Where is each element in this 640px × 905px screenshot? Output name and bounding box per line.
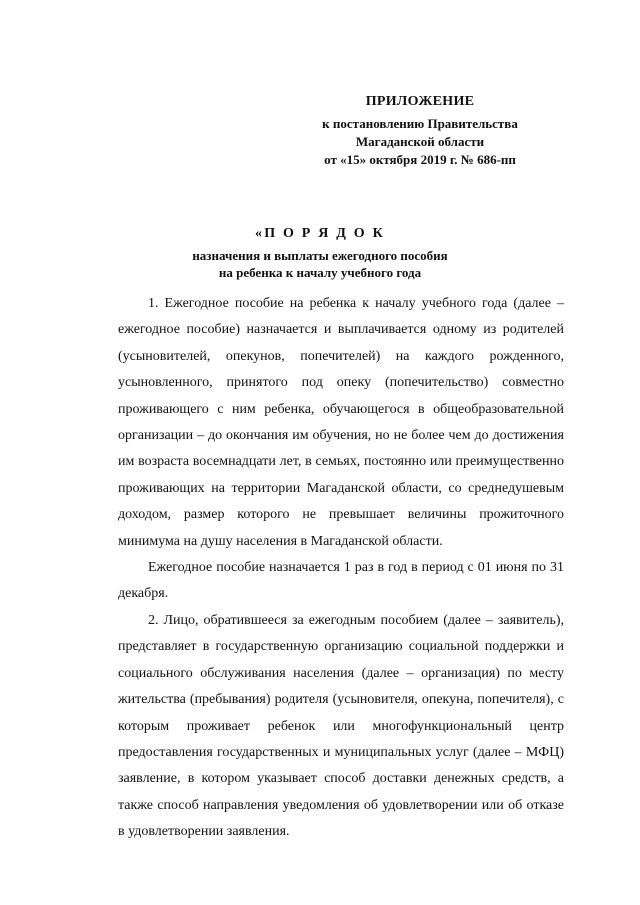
document-heading [0,226,640,281]
paragraph-1: 1. Ежегодное пособие на ребенка к началу учебного года (далее – ежегодное пособие) назначается и выплачивается одному из родителей (усыновителей, опекунов, попечителей) на каждого рожденного, усыновленного, принятого под опеку (попечительство) совместно проживающего с ним ребенка, обучающегося в общеобразовательной организации – до окончания им обучения, но не более чем до достижения им возраста восемнадцати лет, в семьях, постоянно или преимущественно проживающих на территории Магаданской области, со среднедушевым доходом, размер которого не превышает величины прожиточного минимума на душу населения в Магаданской области. [118,296,564,549]
paragraph-2: Ежегодное пособие назначается 1 раз в год в период с 01 июня по 31 декабря. [118,560,564,602]
heading-subtitle-line2: на ребенка к началу учебного года [218,265,422,280]
appendix-line-date: от «15» октября 2019 г. № 686-пп [324,152,516,167]
heading-subtitle-line1: назначения и выплаты ежегодного пособия [192,248,448,263]
heading-title: «П О Р Я Д О К [255,226,385,241]
appendix-line-region: Магаданской области [355,134,485,149]
paragraph-3: 2. Лицо, обратившееся за ежегодным пособием (далее – заявитель), представляет в государственную организацию социальной поддержки и социального обслуживания населения (далее – организация) по месту жительства (пребывания) родителя (усыновителя, опекуна, попечителя), с которым проживает ребенок или многофункциональный центр предоставления государственных и муниципальных услуг (далее – МФЦ) заявление, в котором указывает способ доставки денежных средств, а также способ направления уведомления об удовлетворении или об отказе в удовлетворении заявления. [118,612,564,840]
appendix-title: ПРИЛОЖЕНИЕ [365,94,475,109]
document-body [118,291,564,846]
appendix-block [300,93,540,169]
appendix-line-resolution: к постановлению Правительства [322,116,518,131]
